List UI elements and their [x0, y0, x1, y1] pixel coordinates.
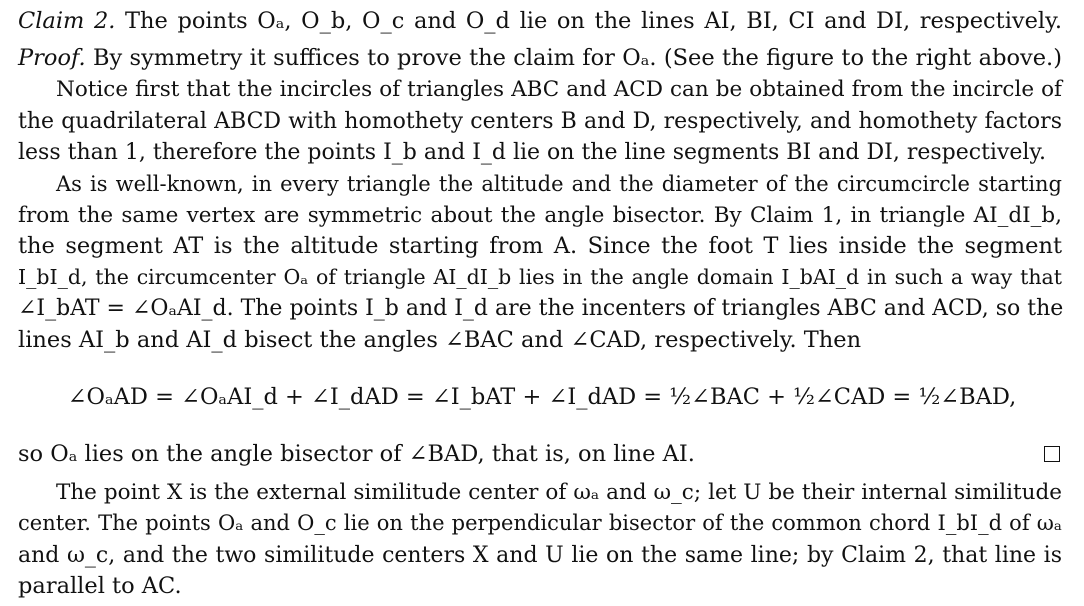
paragraph-line: ∠I_bAT = ∠OₐAI_d. The points I_b and I_d are the incenters of triangles ABC and ACD, so the [18, 296, 1064, 321]
paragraph-line: from the same vertex are symmetric about the angle bisector. By Claim 1, in triangle AI_dI_b, [18, 203, 1062, 228]
paragraph-line: parallel to AC. [18, 573, 182, 599]
paragraph-line: less than 1, therefore the points I_b and I_d lie on the line segments BI and DI, respectively. [18, 140, 1046, 165]
qed-box-icon [1044, 446, 1060, 462]
display-equation: ∠OₐAD = ∠OₐAI_d + ∠I_dAD = ∠I_bAT + ∠I_dAD = ½∠BAC + ½∠CAD = ½∠BAD, [67, 384, 1017, 410]
paragraph-line: Notice first that the incircles of triangles ABC and ACD can be obtained from the incircle of [56, 77, 1062, 102]
paragraph-line: As is well-known, in every triangle the altitude and the diameter of the circumcircle starting [56, 172, 1062, 196]
claim-line [18, 6, 1062, 37]
conclusion-line: so Oₐ lies on the angle bisector of ∠BAD, that is, on line AI. [18, 441, 695, 467]
paragraph-line: I_bI_d, the circumcenter Oₐ of triangle AI_dI_b lies in the angle domain I_bAI_d in such a way that [18, 265, 1062, 289]
paragraph-line: center. The points Oₐ and O_c lie on the perpendicular bisector of the common chord I_bI_d of ωₐ [18, 511, 1062, 535]
claim-text: The points Oₐ, O_b, O_c and O_d lie on the lines AI, BI, CI and DI, respectively. [125, 8, 1062, 34]
proof-text: By symmetry it suffices to prove the claim for Oₐ. (See the figure to the right above.) [92, 45, 1062, 71]
claim-label: Claim 2. [18, 8, 116, 34]
paragraph-line: and ω_c, and the two similitude centers X and U lie on the same line; by Claim 2, that line is [18, 543, 1062, 568]
paragraph-line: the quadrilateral ABCD with homothety centers B and D, respectively, and homothety factors [18, 109, 1062, 134]
paragraph-line: the segment AT is the altitude starting from A. Since the foot T lies inside the segment [18, 233, 1062, 259]
paragraph-line: lines AI_b and AI_d bisect the angles ∠BAC and ∠CAD, respectively. Then [18, 327, 862, 353]
proof-line [18, 43, 1062, 74]
proof-label: Proof. [18, 45, 86, 71]
paragraph-line: The point X is the external similitude center of ωₐ and ω_c; let U be their internal similitude [56, 480, 1062, 505]
